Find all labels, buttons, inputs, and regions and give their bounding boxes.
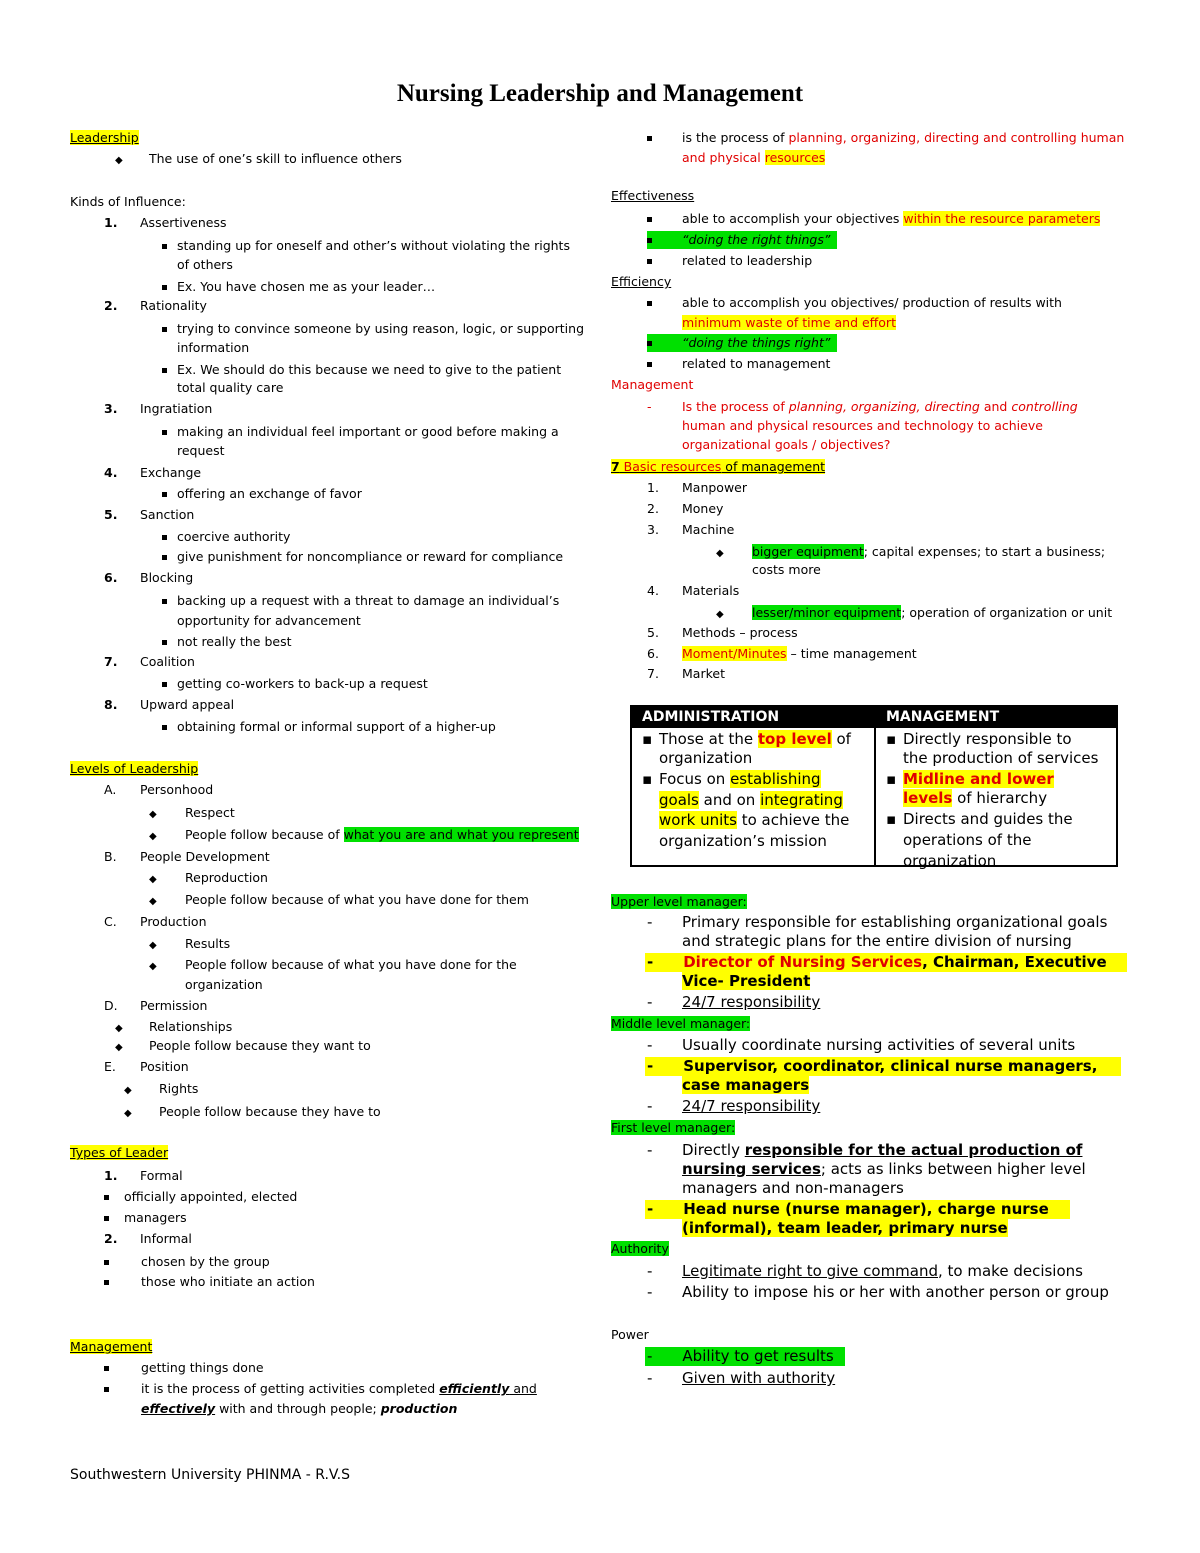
table-header-cell: ADMINISTRATION [642,709,780,725]
list-item: related to leadership [682,253,813,268]
list-item: - Director of Nursing Services, Chairman, Executive [645,953,1127,972]
table-cell: organization [903,852,997,870]
list-letter: A. [104,782,117,797]
list-item: - Head nurse (nurse manager), charge nurse [645,1200,1070,1219]
bullet [104,1209,109,1227]
list-item: “doing the right things” [647,231,837,249]
list-letter: C. [104,914,117,929]
list-item: offering an exchange of favor [177,486,362,501]
bullet [162,548,167,566]
list-item: opportunity for advancement [177,613,361,628]
dash: - [647,1097,653,1115]
level-label: People Development [140,849,270,864]
list-letter: E. [104,1059,116,1074]
bullet: ◆ [149,831,157,842]
bullet [104,1188,109,1206]
bullet: ◆ [124,1108,132,1119]
list-item: nursing services; acts as links between higher level [682,1160,1086,1178]
list-item: Results [185,936,231,951]
list-item: Ability to impose his or her with another person or group [682,1283,1109,1301]
table-cell: organization [659,749,753,767]
list-number: 6. [104,570,118,585]
list-item: People follow because of what you have done for the [185,957,517,972]
page-title: Nursing Leadership and Management [396,80,804,107]
list-item: 24/7 responsibility [682,993,821,1011]
list-letter: B. [104,849,117,864]
list-item: ◆ [115,155,123,166]
bullet [647,294,652,312]
list-item: - Ability to get results [645,1347,845,1366]
list-number: 3. [647,522,659,537]
bullet: ▪ [886,810,897,828]
list-item: those who initiate an action [141,1274,315,1289]
list-item: Relationships [149,1019,233,1034]
dash: - [647,1141,653,1159]
list-item: - Supervisor, coordinator, clinical nurse managers, [645,1057,1121,1076]
types-heading: Types of Leader [70,1145,169,1160]
list-item: Materials [682,583,740,598]
bullet: ▪ [642,730,653,748]
table-cell: Focus on establishing [659,770,821,788]
table-header-cell: MANAGEMENT [886,709,1000,725]
bullet [104,1253,109,1271]
list-item: (informal), team leader, primary nurse [682,1219,1008,1237]
bullet [104,1380,109,1398]
list-number: 6. [647,646,659,661]
table-cell: the production of services [903,749,1099,767]
list-item: Respect [185,805,235,820]
kind-label: Sanction [140,507,195,522]
dash: - [647,1262,653,1280]
efficiency-heading: Efficiency [611,274,672,289]
list-item: it is the process of getting activities completed efficiently and [141,1381,537,1396]
kind-label: Blocking [140,570,194,585]
bullet: ◆ [716,609,724,620]
list-number: 7. [104,654,118,669]
table-cell: goals and on integrating [659,791,843,809]
list-item: 24/7 responsibility [682,1097,821,1115]
list-item: managers [124,1210,187,1225]
table-cell: Directs and guides the [903,810,1073,828]
list-item: Legitimate right to give command, to make decisions [682,1262,1083,1280]
list-item: give punishment for noncompliance or reward for compliance [177,549,564,564]
basic-resources-heading: 7 Basic resources of management [611,459,826,474]
list-item: “doing the things right” [647,334,837,352]
bullet [162,528,167,546]
table-cell: Midline and lower [903,770,1054,788]
list-number: 4. [104,465,118,480]
level-label: Production [140,914,207,929]
dash: - [647,1036,653,1054]
middle-level-heading: Middle level manager: [611,1016,751,1031]
footer: Southwestern University PHINMA - R.V.S [70,1467,351,1483]
list-item: Money [682,501,724,516]
list-item: Vice- President [682,972,811,990]
list-item: getting things done [141,1360,264,1375]
list-item: Ex. You have chosen me as your leader… [177,279,436,294]
list-item: chosen by the group [141,1254,270,1269]
dash: - [647,1369,653,1387]
list-item: trying to convince someone by using reason, logic, or supporting [177,321,585,336]
list-number: 4. [647,583,659,598]
list-item: and physical resources [682,150,826,165]
list-number: 2. [104,298,118,313]
management-heading: Management [70,1339,153,1354]
bullet [162,278,167,296]
list-number: 7. [647,666,659,681]
list-item: coercive authority [177,529,291,544]
bullet: ◆ [149,874,157,885]
list-item: Usually coordinate nursing activities of several units [682,1036,1076,1054]
list-item: Given with authority [682,1369,836,1387]
list-number: 5. [647,625,659,640]
list-item: Directly responsible for the actual production of [682,1141,1083,1159]
list-item: of others [177,257,233,272]
list-number: 1. [647,480,659,495]
bullet [647,129,652,147]
kinds-heading: Kinds of Influence: [70,194,186,209]
level-label: Permission [140,998,208,1013]
kind-label: Assertiveness [140,215,227,230]
list-item: Moment/Minutes – time management [682,646,917,661]
type-label: Informal [140,1231,192,1246]
list-item: and strategic plans for the entire division of nursing [682,932,1072,950]
dash: - [647,1283,653,1301]
management-red-heading: Management [611,377,694,392]
bullet [162,423,167,441]
list-item: able to accomplish you objectives/ production of results with [682,295,1062,310]
bullet [162,633,167,651]
list-item: costs more [752,562,821,577]
list-number: 1. [104,1168,118,1183]
dash: - [647,913,653,931]
leadership-definition: The use of one’s skill to influence others [149,151,402,166]
list-number: 3. [104,401,118,416]
list-item: request [177,443,225,458]
list-item: Market [682,666,725,681]
table-cell: work units to achieve the [659,811,850,829]
list-item: Methods – process [682,625,798,640]
list-item: Manpower [682,480,748,495]
list-number: 8. [104,697,118,712]
admin-vs-management-table [630,705,1118,870]
bullet: ◆ [115,1023,123,1034]
list-item: managers and non-managers [682,1179,904,1197]
bullet [104,1359,109,1377]
list-item: case managers [682,1076,810,1094]
bullet: ◆ [149,961,157,972]
table-cell: operations of the [903,831,1032,849]
list-item: Machine [682,522,735,537]
bullet: ◆ [716,548,724,559]
effectiveness-heading: Effectiveness [611,188,695,203]
type-label: Formal [140,1168,183,1183]
list-item: Primary responsible for establishing organizational goals [682,913,1108,931]
levels-heading: Levels of Leadership [70,761,199,776]
list-item: People follow because they want to [149,1038,371,1053]
list-item: standing up for oneself and other’s without violating the rights [177,238,570,253]
bullet [647,210,652,228]
kind-label: Coalition [140,654,195,669]
list-item: is the process of planning, organizing, directing and controlling human [682,130,1125,145]
bullet: ◆ [149,809,157,820]
bullet [162,237,167,255]
kind-label: Exchange [140,465,202,480]
kind-label: Rationality [140,298,207,313]
divider [874,728,876,865]
list-item: People follow because of what you are and what you represent [185,827,579,842]
bullet [647,252,652,270]
bullet: ▪ [886,770,897,788]
list-item: lesser/minor equipment; operation of organization or unit [752,605,1113,620]
bullet [162,320,167,338]
list-item: officially appointed, elected [124,1189,298,1204]
list-item: organization [185,977,263,992]
level-label: Personhood [140,782,214,797]
list-item: Rights [159,1081,199,1096]
kind-label: Ingratiation [140,401,213,416]
bullet: ◆ [149,940,157,951]
authority-heading: Authority [611,1241,669,1256]
table-header [632,707,1116,728]
kind-label: Upward appeal [140,697,235,712]
level-label: Position [140,1059,189,1074]
list-item: backing up a request with a threat to damage an individual’s [177,593,560,608]
bullet [162,718,167,736]
list-item: not really the best [177,634,292,649]
bullet [162,361,167,379]
list-number: 5. [104,507,118,522]
first-level-heading: First level manager: [611,1120,736,1135]
bullet [647,355,652,373]
list-number: 1. [104,215,118,230]
bullet [104,1273,109,1291]
leadership-heading: Leadership [70,130,139,145]
list-number: 2. [104,1231,118,1246]
bullet [162,675,167,693]
table-cell: levels of hierarchy [903,789,1048,807]
list-item: obtaining formal or informal support of a higher-up [177,719,496,734]
list-number: 2. [647,501,659,516]
table-cell: Directly responsible to [903,730,1072,748]
table-cell: organization’s mission [659,832,827,850]
list-item: getting co-workers to back-up a request [177,676,428,691]
list-item: People follow because of what you have done for them [185,892,529,907]
dash: - [647,399,652,414]
bullet: ◆ [115,1042,123,1053]
bullet: ◆ [149,896,157,907]
bullet: ▪ [642,770,653,788]
list-item: human and physical resources and technology to achieve [682,418,1043,433]
list-item: People follow because they have to [159,1104,381,1119]
bullet: ▪ [886,730,897,748]
bullet: ◆ [124,1085,132,1096]
list-letter: D. [104,998,118,1013]
list-item: able to accomplish your objectives within the resource parameters [682,211,1101,226]
bullet [162,485,167,503]
list-item: organizational goals / objectives? [682,437,891,452]
list-item: effectively with and through people; production [141,1401,458,1416]
upper-level-heading: Upper level manager: [611,894,747,909]
list-item: Reproduction [185,870,268,885]
dash: - [647,993,653,1011]
list-item: bigger equipment; capital expenses; to start a business; [752,544,1106,559]
list-item: Ex. We should do this because we need to give to the patient [177,362,562,377]
list-item: total quality care [177,380,284,395]
list-item: information [177,340,250,355]
table-cell: Those at the top level of [659,730,851,748]
list-item: minimum waste of time and effort [682,315,896,330]
list-item: related to management [682,356,831,371]
bullet [162,592,167,610]
list-item: making an individual feel important or good before making a [177,424,559,439]
power-heading: Power [611,1327,649,1342]
list-item: Is the process of planning, organizing, directing and controlling [682,399,1078,414]
